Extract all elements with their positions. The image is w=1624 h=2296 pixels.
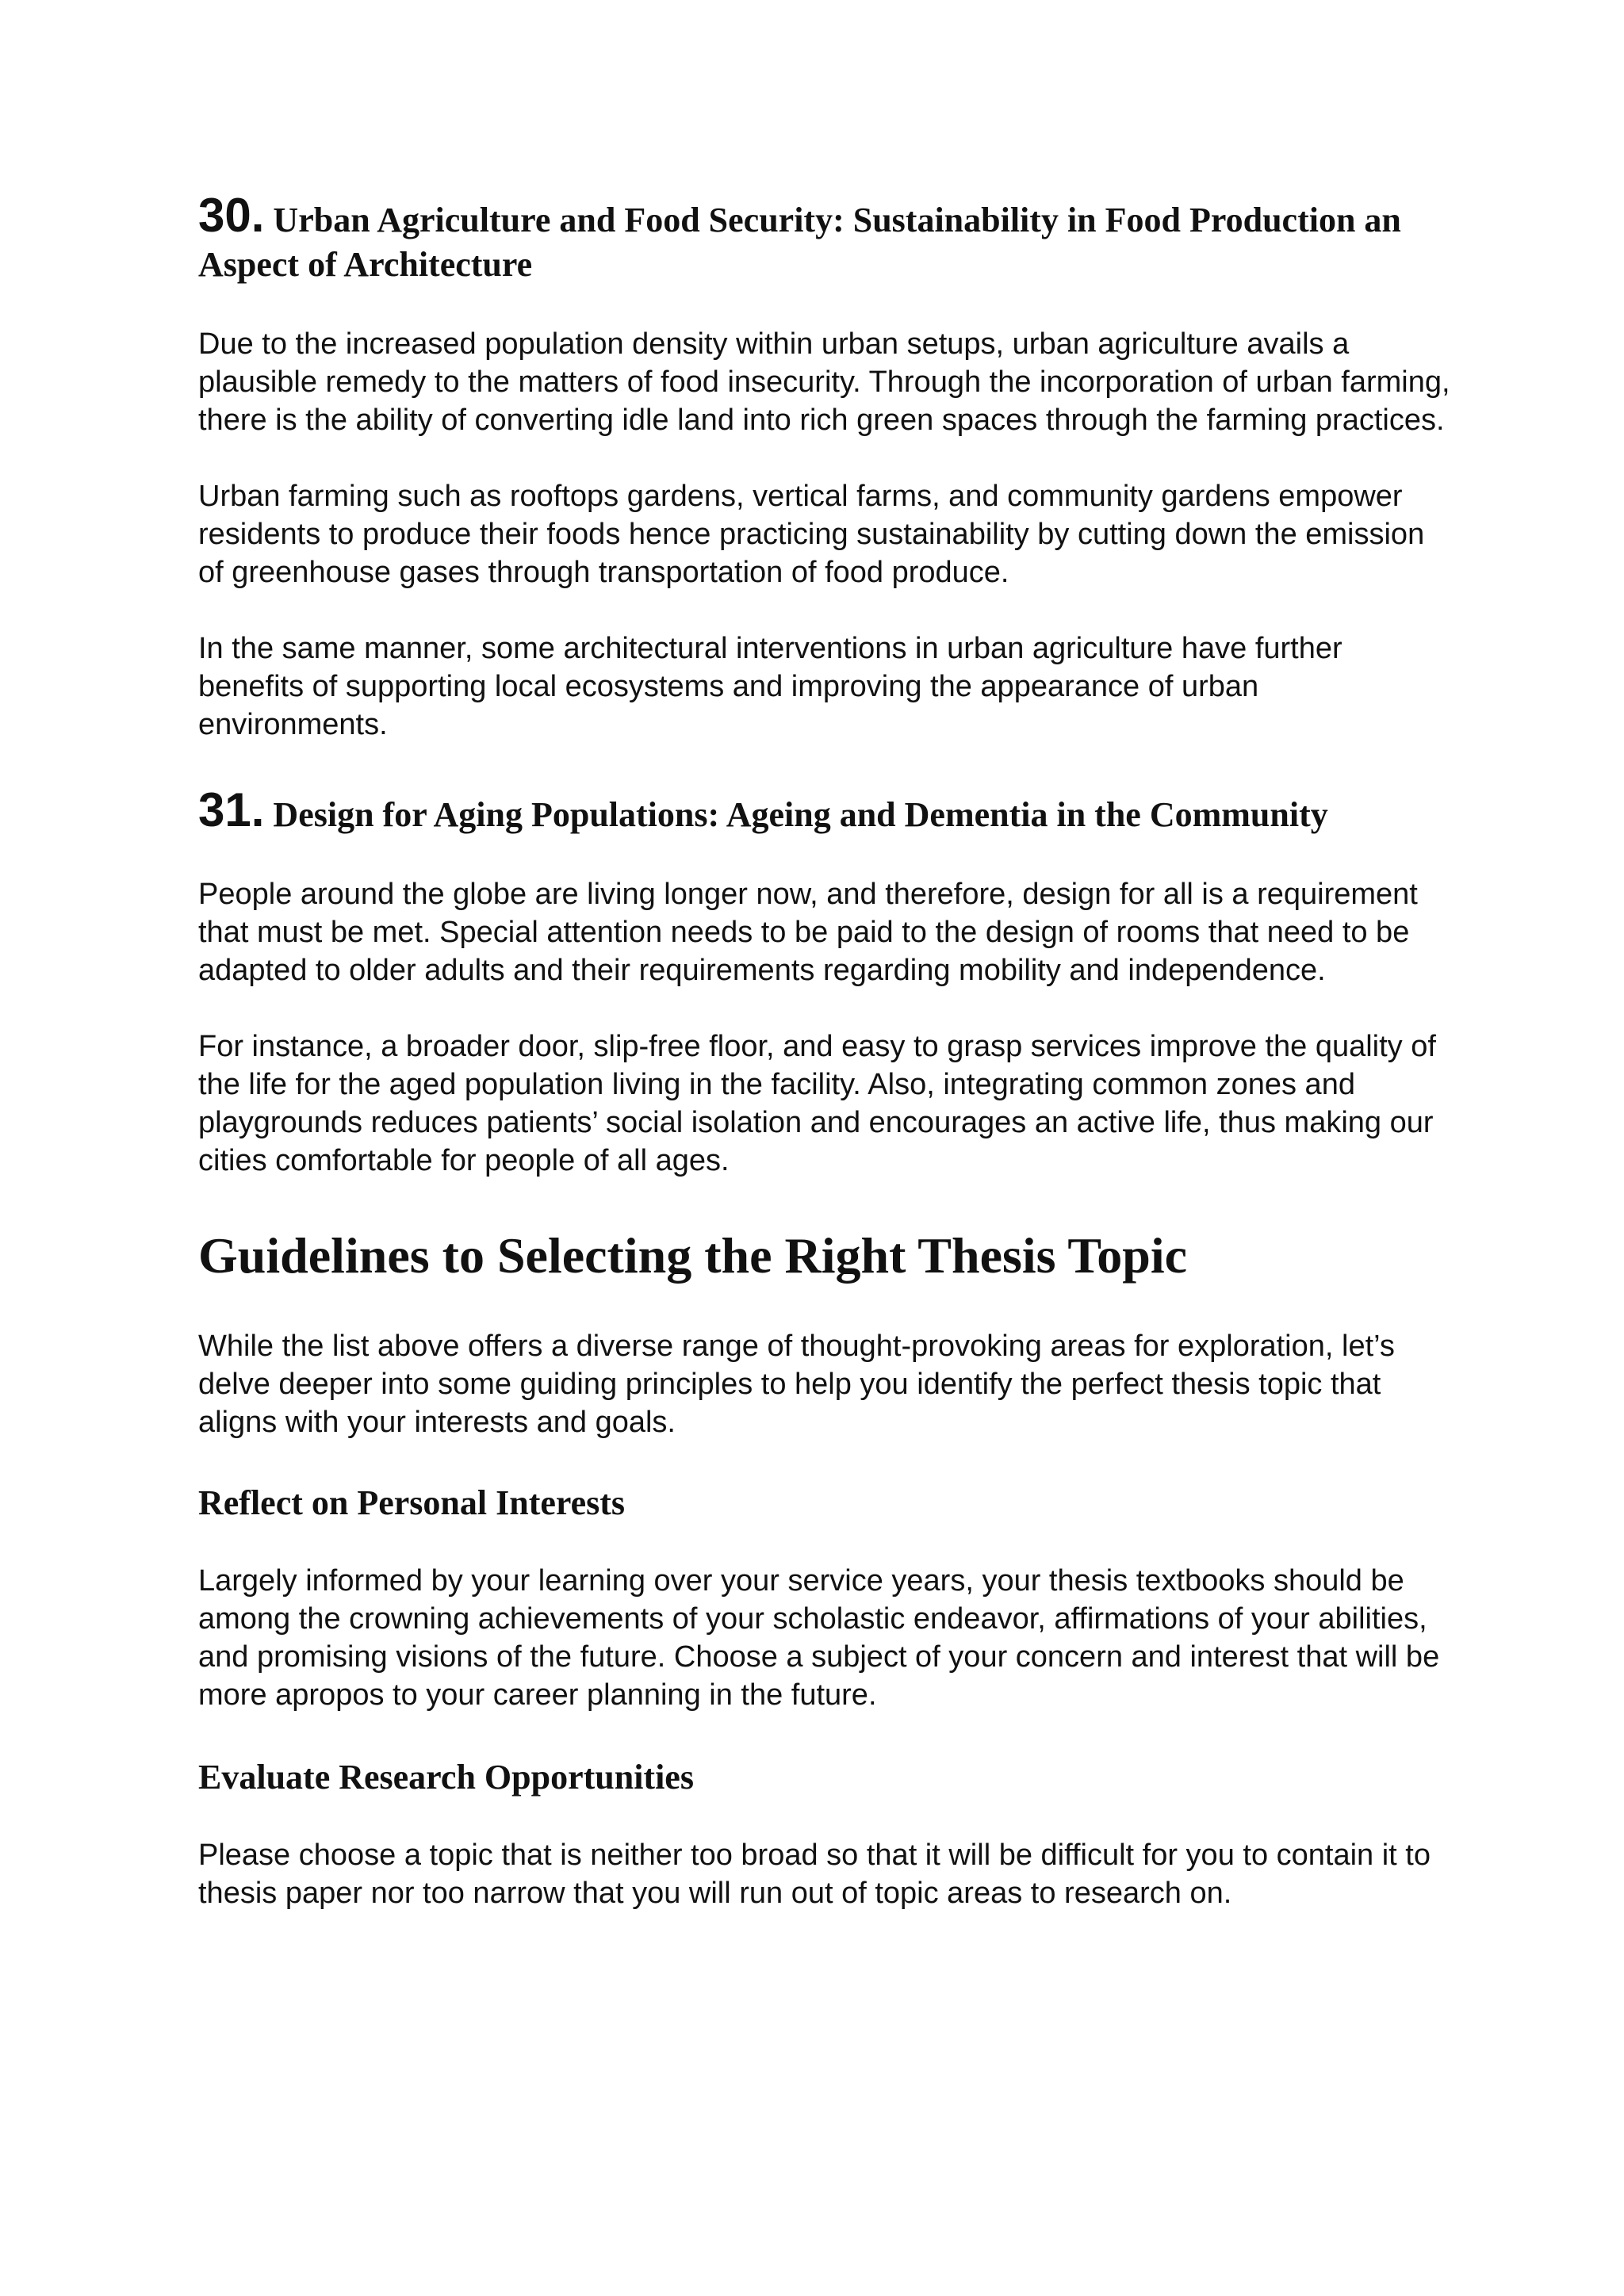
evaluate-heading: Evaluate Research Opportunities: [198, 1758, 694, 1797]
evaluate-paragraph: Please choose a topic that is neither too broad so that it will be difficult for you to contain it to thesis paper nor too narrow that you will run out of topic areas to research on.: [198, 1839, 1431, 1910]
reflect-heading: Reflect on Personal Interests: [198, 1483, 626, 1522]
section-31-paragraph-1: People around the globe are living longer now, and therefore, design for all is a requirement that must be met. Special attention needs to be paid to the design of rooms that need to be adapted to older adults and their requirements regarding mobility and independence.: [198, 878, 1418, 987]
guidelines-intro: While the list above offers a diverse range of thought-provoking areas for exploration, let’s delve deeper into some guiding principles to help you identify the perfect thesis topic that aligns with your interests and goals.: [198, 1330, 1395, 1439]
section-30-title: Urban Agriculture and Food Security: Sustainability in Food Production an Aspect of Architecture: [198, 201, 1401, 284]
reflect-paragraph: Largely informed by your learning over your service years, your thesis textbooks should be among the crowning achievements of your scholastic endeavor, affirmations of your abilities, and promising visions of the future. Choose a subject of your concern and interest that will be more apropos to your career planning in the future.: [198, 1564, 1440, 1712]
guidelines-heading: Guidelines to Selecting the Right Thesis Topic: [198, 1227, 1187, 1284]
section-31-heading: [198, 783, 1451, 837]
section-30-paragraph-3: In the same manner, some architectural interventions in urban agriculture have further benefits of supporting local ecosystems and improving the appearance of urban environments.: [198, 632, 1342, 741]
document-page: [198, 189, 1451, 1912]
section-30-paragraph-1: Due to the increased population density within urban setups, urban agriculture avails a plausible remedy to the matters of food insecurity. Through the incorporation of urban farming, there is the ability of converting idle land into rich green spaces through the farming practices.: [198, 327, 1450, 437]
section-31-number: 31.: [198, 783, 265, 836]
section-31-title: Design for Aging Populations: Ageing and Dementia in the Community: [273, 795, 1328, 834]
section-30-heading: [198, 189, 1451, 287]
section-31-paragraph-2: For instance, a broader door, slip-free floor, and easy to grasp services improve the quality of the life for the aged population living in the facility. Also, integrating common zones and playgrounds reduces patients’ social isolation and encourages an active life, thus making our cities comfortable for people of all ages.: [198, 1030, 1436, 1177]
section-30-number: 30.: [198, 189, 265, 242]
section-30-paragraph-2: Urban farming such as rooftops gardens, vertical farms, and community gardens empower residents to produce their foods hence practicing sustainability by cutting down the emission of greenhouse gases through transportation of food produce.: [198, 480, 1425, 589]
